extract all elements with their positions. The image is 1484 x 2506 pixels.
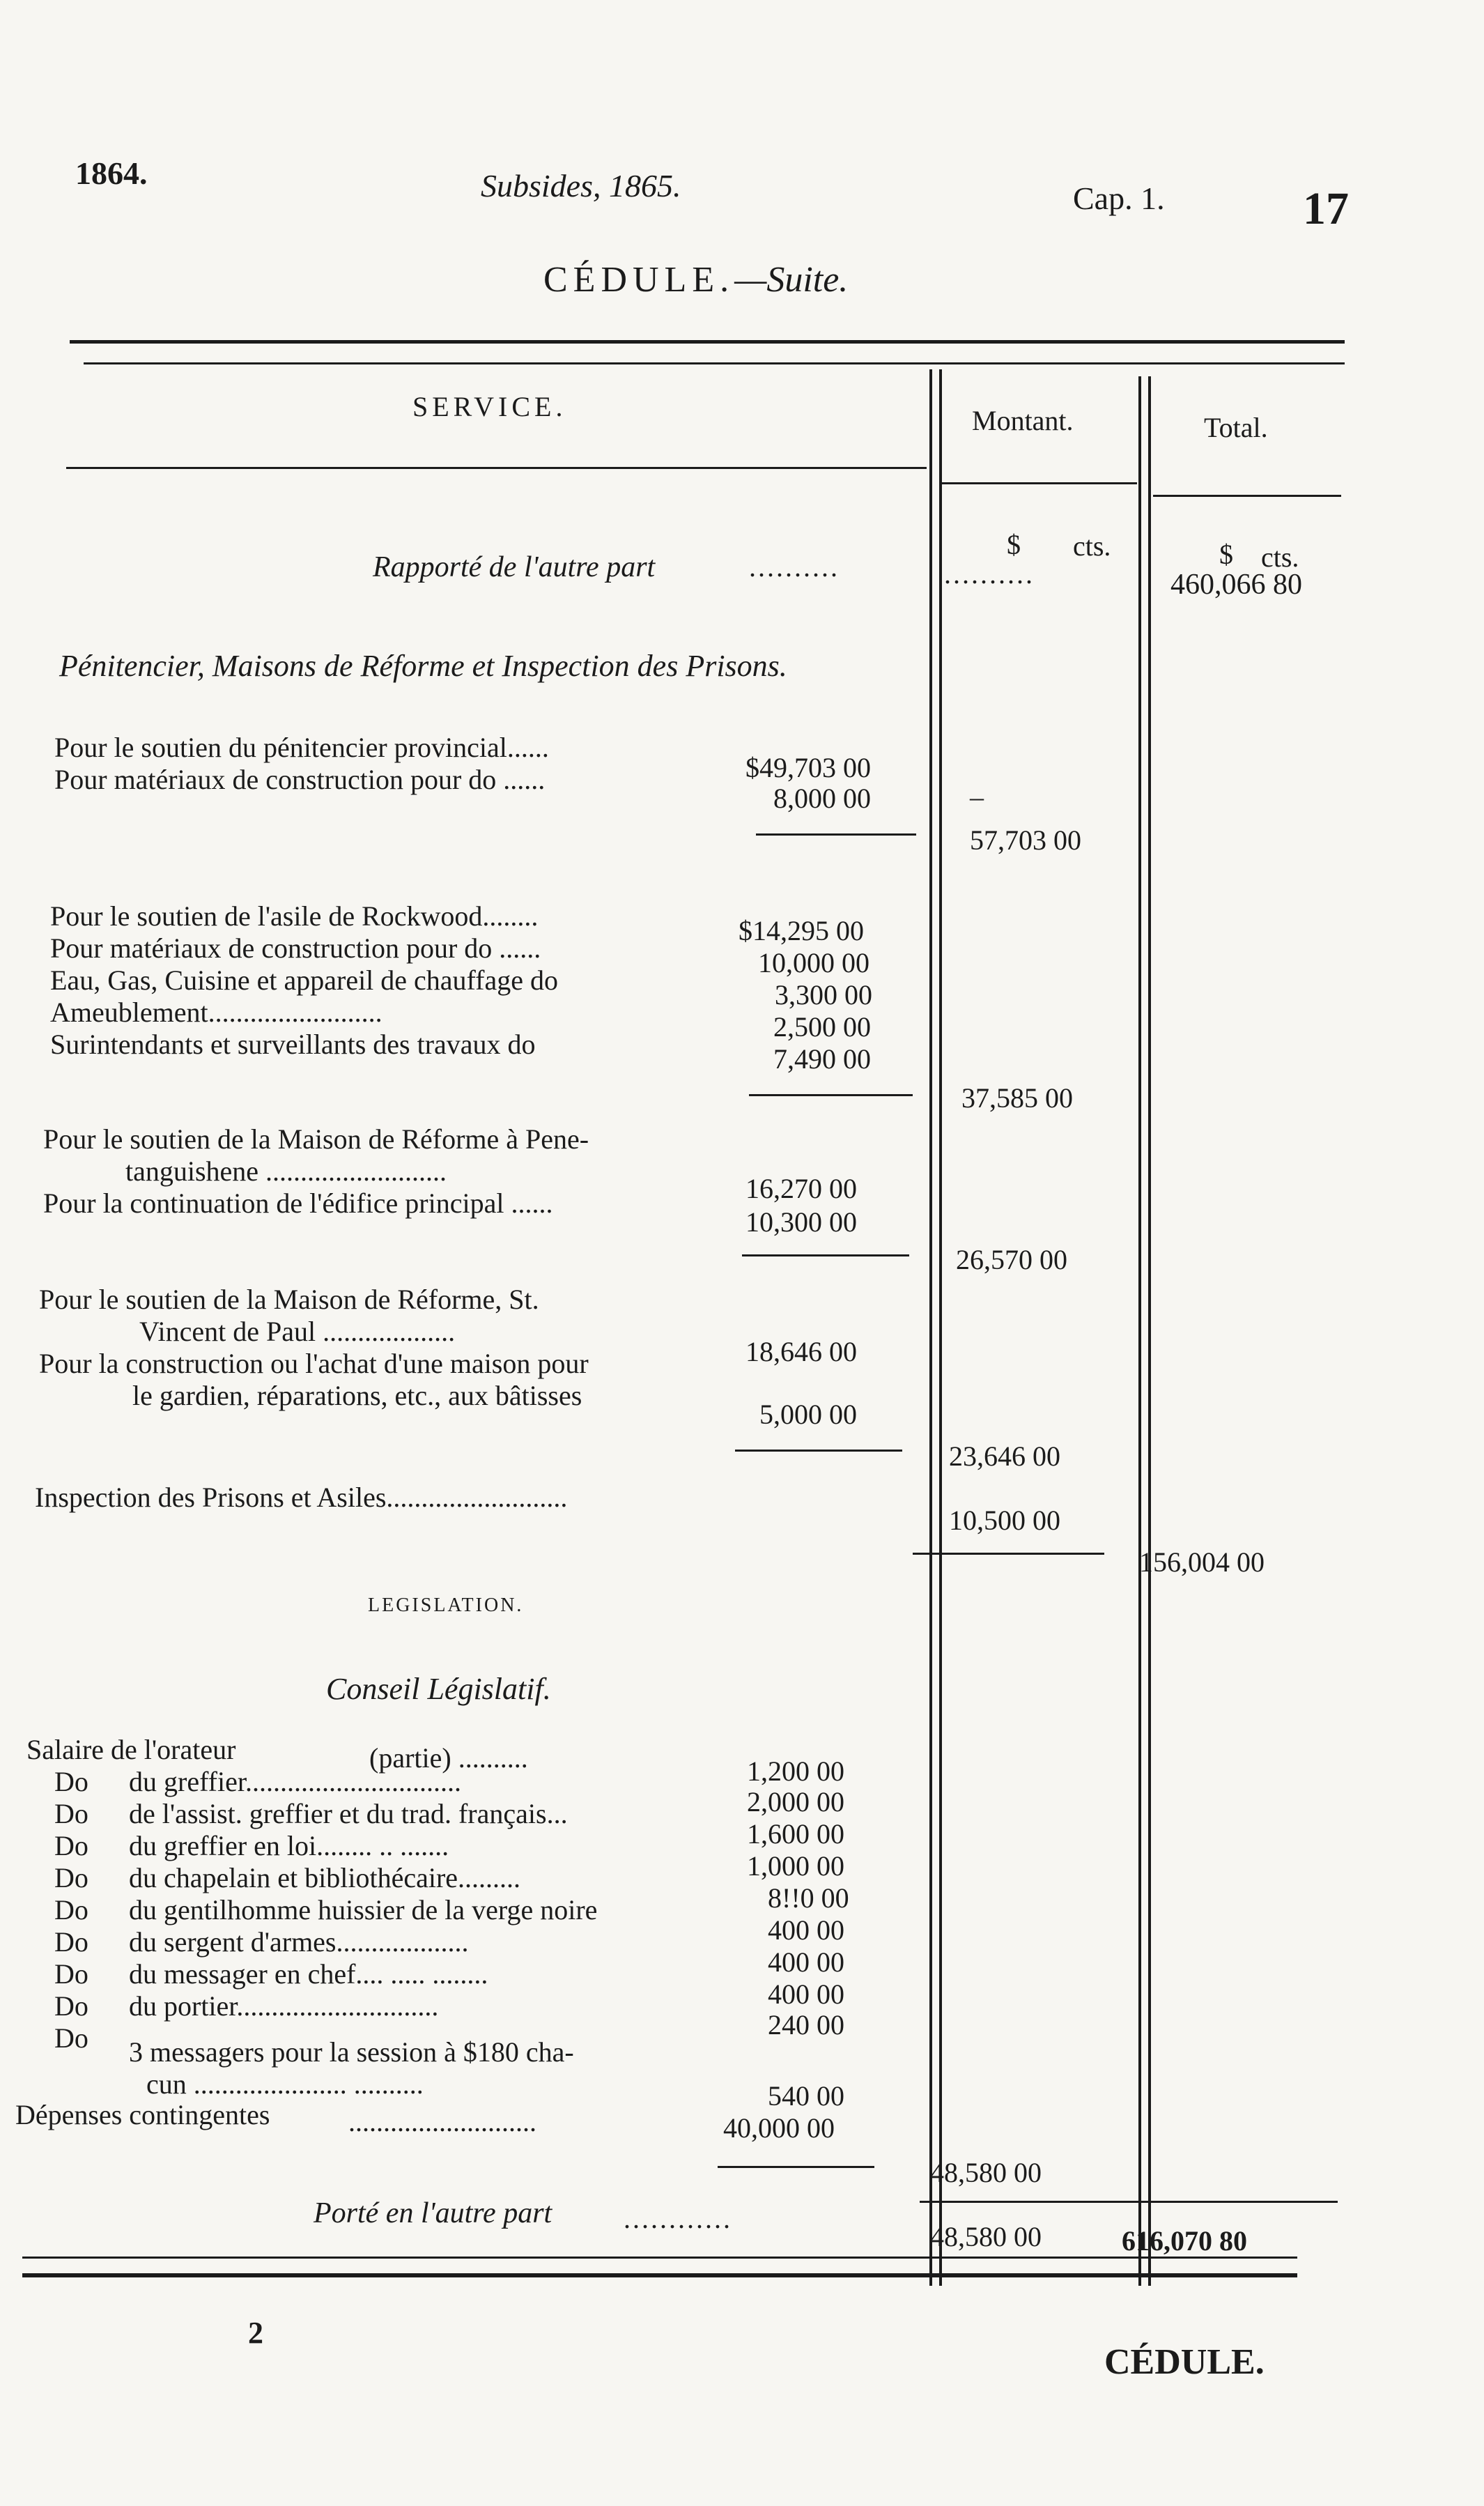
montant-cents: cts. xyxy=(1073,530,1111,562)
leg-item1-amount: 1,200 00 xyxy=(747,1755,844,1787)
pen-g4-item4-amount: 5,000 00 xyxy=(759,1399,857,1430)
pen-g1-item2-amount: 8,000 00 xyxy=(773,783,871,814)
leg-item9-prefix: Do xyxy=(54,1990,88,2022)
page-number: 17 xyxy=(1303,183,1349,234)
legislation-title: LEGISLATION. xyxy=(368,1594,524,1616)
pen-g1-rule xyxy=(756,833,916,836)
leg-item11-text: cun ...................... .......... xyxy=(146,2068,424,2100)
leg-item11-amount: 540 00 xyxy=(768,2080,844,2112)
pen-g3-subtotal: 26,570 00 xyxy=(956,1244,1067,1275)
porte-label: Porté en l'autre part xyxy=(314,2197,552,2229)
leg-item10-text: 3 messagers pour la session à $180 cha- xyxy=(129,2036,574,2068)
pen-g4-item4-text: le gardien, réparations, etc., aux bâtisses xyxy=(132,1380,582,1411)
pen-g4-item2-text: Vincent de Paul ................... xyxy=(139,1316,456,1347)
rapporte-dots: .......... xyxy=(749,551,840,583)
porte-total: 616,070 80 xyxy=(1122,2225,1247,2257)
pen-g3-item3-amount: 10,300 00 xyxy=(745,1206,857,1238)
pen-g1-dash: – xyxy=(970,781,984,813)
pen-g3-rule xyxy=(742,1254,909,1256)
col-total: Total. xyxy=(1204,412,1268,443)
leg-item1-text: (partie) .......... xyxy=(369,1742,528,1774)
col-service: SERVICE. xyxy=(412,391,567,422)
leg-item9-text: du portier............................. xyxy=(129,1990,439,2022)
pen-g2-item5-amount: 7,490 00 xyxy=(773,1043,871,1075)
header-rule-total xyxy=(1153,495,1341,497)
leg-item7-amount: 400 00 xyxy=(768,1946,844,1978)
top-rule-2 xyxy=(84,362,1345,364)
leg-item4-amount: 1,000 00 xyxy=(747,1850,844,1882)
pen-g4-item3-text: Pour la construction ou l'achat d'une maison pour xyxy=(39,1348,589,1379)
leg-item3-text: de l'assist. greffier et du trad. français... xyxy=(129,1798,568,1829)
col-rule-2a xyxy=(1138,376,1141,2286)
pen-g1-item1-text: Pour le soutien du pénitencier provincial...... xyxy=(54,732,549,763)
pen-g2-subtotal: 37,585 00 xyxy=(961,1082,1073,1114)
pen-g3-item2-amount: 16,270 00 xyxy=(745,1173,857,1204)
col-rule-1b xyxy=(939,369,942,2286)
leg-item5-text: du chapelain et bibliothécaire......... xyxy=(129,1862,521,1893)
leg-item7-text: du sergent d'armes................... xyxy=(129,1926,469,1958)
pen-g4-subtotal: 23,646 00 xyxy=(949,1440,1060,1472)
top-rule-1 xyxy=(70,340,1345,344)
pen-g2-item4-text: Ameublement......................... xyxy=(50,997,382,1028)
total-dollar: $ xyxy=(1219,539,1233,570)
leg-item8-amount: 400 00 xyxy=(768,1978,844,2010)
leg-item1-prefix: Salaire de l'orateur xyxy=(26,1734,236,1765)
porte-dots: ............ xyxy=(624,2203,732,2234)
year: 1864. xyxy=(75,155,148,191)
leg-item4-prefix: Do xyxy=(54,1830,88,1861)
legislation-subtitle: Conseil Législatif. xyxy=(326,1672,551,1706)
col-rule-2b xyxy=(1148,376,1151,2286)
cedule-title: CÉDULE. xyxy=(543,260,735,300)
leg-item2-prefix: Do xyxy=(54,1766,88,1797)
legislation-subtotal: 48,580 00 xyxy=(930,2157,1042,2188)
pen-g3-item3-text: Pour la continuation de l'édifice principal ...... xyxy=(43,1187,553,1219)
inspection-amount: 10,500 00 xyxy=(949,1505,1060,1536)
header-rule-montant xyxy=(942,482,1137,484)
pen-g1-item1-amount: $49,703 00 xyxy=(745,752,871,783)
chapter-label: Cap. 1. xyxy=(1073,180,1165,216)
catchword: CÉDULE. xyxy=(1104,2342,1265,2382)
pen-g2-item2-amount: 10,000 00 xyxy=(758,947,869,978)
pen-g2-item4-amount: 2,500 00 xyxy=(773,1011,871,1043)
leg-item2-amount: 2,000 00 xyxy=(747,1786,844,1817)
rapporte-label: Rapporté de l'autre part xyxy=(373,551,656,583)
legislation-rule xyxy=(718,2166,874,2168)
porte-top-rule xyxy=(920,2201,1338,2203)
pen-g2-rule xyxy=(749,1094,913,1096)
montant-dollar: $ xyxy=(1007,529,1021,560)
leg-item6-prefix: Do xyxy=(54,1894,88,1925)
pen-g2-item3-text: Eau, Gas, Cuisine et appareil de chauffage do xyxy=(50,964,558,996)
pen-g2-item5-text: Surintendants et surveillants des travaux do xyxy=(50,1029,536,1060)
leg-item12-prefix: Dépenses contingentes xyxy=(15,2099,270,2130)
pen-g3-item1-text: Pour le soutien de la Maison de Réforme à Pene- xyxy=(43,1123,589,1155)
leg-item6-text: du gentilhomme huissier de la verge noire xyxy=(129,1894,598,1925)
bottom-rule-2 xyxy=(22,2273,1297,2277)
pen-g4-item1-text: Pour le soutien de la Maison de Réforme, St. xyxy=(39,1284,539,1315)
penitencier-total: 156,004 00 xyxy=(1139,1546,1265,1578)
leg-item5-amount: 8!!0 00 xyxy=(768,1882,849,1914)
leg-item12-amount: 40,000 00 xyxy=(723,2112,835,2144)
leg-item2-text: du greffier............................... xyxy=(129,1766,461,1797)
leg-item5-prefix: Do xyxy=(54,1862,88,1893)
running-title: Subsides, 1865. xyxy=(481,168,681,203)
penitencier-title: Pénitencier, Maisons de Réforme et Inspection des Prisons. xyxy=(59,649,787,683)
bottom-rule-1 xyxy=(22,2257,1297,2259)
porte-montant: 48,580 00 xyxy=(930,2221,1042,2252)
leg-item12-text: ........................... xyxy=(348,2106,536,2137)
pen-g2-item2-text: Pour matériaux de construction pour do ...... xyxy=(50,932,541,964)
col-rule-1a xyxy=(929,369,932,2286)
pen-g4-item2-amount: 18,646 00 xyxy=(745,1336,857,1367)
col-montant: Montant. xyxy=(972,405,1074,436)
leg-item3-prefix: Do xyxy=(54,1798,88,1829)
pen-g2-item1-amount: $14,295 00 xyxy=(739,915,864,946)
leg-item4-text: du greffier en loi........ .. ....... xyxy=(129,1830,449,1861)
pen-g1-item2-text: Pour matériaux de construction pour do ...... xyxy=(54,764,546,795)
pen-g1-subtotal: 57,703 00 xyxy=(970,824,1081,856)
rapporte-montant-dots: .......... xyxy=(944,558,1035,590)
leg-item8-text: du messager en chef.... ..... ........ xyxy=(129,1958,488,1990)
leg-item9-amount: 240 00 xyxy=(768,2009,844,2040)
pen-g2-item1-text: Pour le soutien de l'asile de Rockwood........ xyxy=(50,900,539,932)
leg-item7-prefix: Do xyxy=(54,1926,88,1958)
leg-item10-prefix: Do xyxy=(54,2022,88,2054)
inspection-text: Inspection des Prisons et Asiles.......................... xyxy=(35,1482,568,1513)
leg-item8-prefix: Do xyxy=(54,1958,88,1990)
inspection-rule xyxy=(913,1553,1104,1555)
pen-g2-item3-amount: 3,300 00 xyxy=(775,979,872,1010)
cedule-suite: —Suite. xyxy=(734,260,849,300)
cedule-heading xyxy=(543,259,848,300)
total-cents: cts. xyxy=(1261,541,1299,573)
header-rule-service xyxy=(66,467,927,469)
leg-item6-amount: 400 00 xyxy=(768,1914,844,1946)
pen-g4-rule xyxy=(735,1450,902,1452)
signature-mark: 2 xyxy=(248,2316,263,2350)
pen-g3-item2-text: tanguishene .......................... xyxy=(125,1155,447,1187)
rapporte-total: 460,066 80 xyxy=(1170,569,1302,601)
leg-item3-amount: 1,600 00 xyxy=(747,1818,844,1850)
